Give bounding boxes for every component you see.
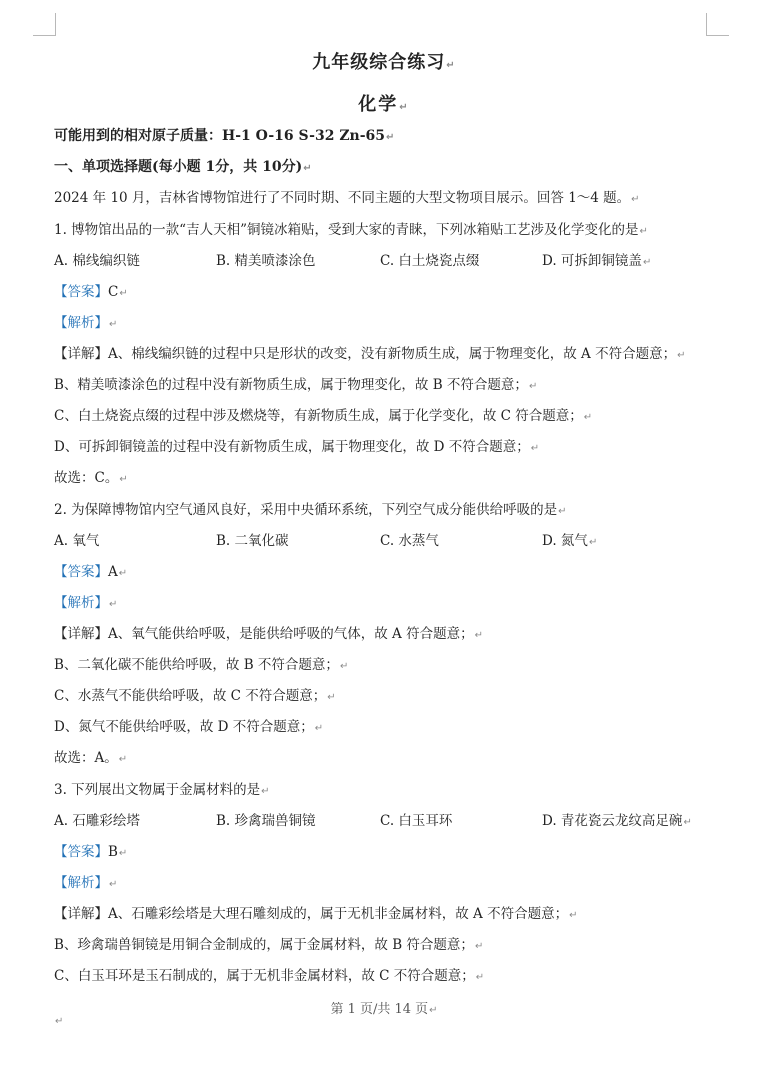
option-b: B. 珍禽瑞兽铜镜 <box>216 813 316 829</box>
option-c: C. 水蒸气 <box>380 533 439 549</box>
detail-line: 【详解】A、氧气能供给呼吸，是能供给呼吸的气体，故 A 符合题意；↵ <box>54 626 483 642</box>
option-d: D. 青花瓷云龙纹高足碗↵ <box>542 813 692 829</box>
detail-line: C、白玉耳环是玉石制成的，属于无机非金属材料，故 C 不符合题意；↵ <box>54 968 485 984</box>
analysis-line: 【解析】↵ <box>54 875 118 891</box>
question-2-options <box>54 531 714 553</box>
detail-line: 【详解】A、棉线编织链的过程中只是形状的改变，没有新物质生成，属于物理变化，故 A 不符合题意；↵ <box>54 346 686 362</box>
intro-text: 2024 年 10 月，吉林省博物馆进行了不同时期、不同主题的大型文物项目展示。回答 1～4 题。↵ <box>54 190 640 206</box>
option-c: C. 白玉耳环 <box>380 813 453 829</box>
paragraph-mark: ↵ <box>55 1016 64 1027</box>
analysis-line: 【解析】↵ <box>54 315 118 331</box>
detail-line: C、白土烧瓷点缀的过程中涉及燃烧等，有新物质生成，属于化学变化，故 C 符合题意；↵ <box>54 408 593 424</box>
option-b: B. 精美喷漆涂色 <box>216 253 316 269</box>
question-3-options <box>54 811 714 833</box>
detail-line: B、精美喷漆涂色的过程中没有新物质生成，属于物理变化，故 B 不符合题意；↵ <box>54 377 538 393</box>
option-a: A. 石雕彩绘塔 <box>54 813 140 829</box>
option-d: D. 氮气↵ <box>542 533 598 549</box>
detail-line: D、氮气不能供给呼吸，故 D 不符合题意；↵ <box>54 719 324 735</box>
option-a: A. 氧气 <box>54 533 100 549</box>
detail-line: B、珍禽瑞兽铜镜是用铜合金制成的，属于金属材料，故 B 符合题意；↵ <box>54 937 484 953</box>
subject-title: 化学↵ <box>358 94 410 115</box>
analysis-line: 【解析】↵ <box>54 595 118 611</box>
detail-line: 【详解】A、石雕彩绘塔是大理石雕刻成的，属于无机非金属材料，故 A 不符合题意；↵ <box>54 906 578 922</box>
page-title: 九年级综合练习↵ <box>312 52 456 73</box>
conclusion-line: 故选：C。↵ <box>54 470 128 486</box>
detail-line: C、水蒸气不能供给呼吸，故 C 不符合题意；↵ <box>54 688 336 704</box>
conclusion-line: 故选：A。↵ <box>54 750 128 766</box>
section-heading: 一、单项选择题(每小题 1分，共 10分)↵ <box>54 159 312 175</box>
option-a: A. 棉线编织链 <box>54 253 140 269</box>
question-1-options <box>54 251 714 273</box>
crop-mark-top-left <box>33 13 56 36</box>
crop-mark-top-right <box>706 13 729 36</box>
atomic-mass-line: 可能用到的相对原子质量：H-1 O-16 S-32 Zn-65↵ <box>54 128 395 144</box>
detail-line: B、二氧化碳不能供给呼吸，故 B 不符合题意；↵ <box>54 657 349 673</box>
option-c: C. 白土烧瓷点缀 <box>380 253 480 269</box>
detail-line: D、可拆卸铜镜盖的过程中没有新物质生成，属于物理变化，故 D 不符合题意；↵ <box>54 439 540 455</box>
page-footer: 第 1 页/共 14 页↵ <box>330 1002 438 1017</box>
question-1-stem: 1. 博物馆出品的一款“吉人天相”铜镜冰箱贴，受到大家的青睐，下列冰箱贴工艺涉及化学变化的是↵ <box>54 222 648 238</box>
option-b: B. 二氧化碳 <box>216 533 289 549</box>
answer-line: 【答案】C↵ <box>54 284 128 300</box>
question-2-stem: 2. 为保障博物馆内空气通风良好，采用中央循环系统，下列空气成分能供给呼吸的是↵ <box>54 502 567 518</box>
answer-line: 【答案】A↵ <box>54 564 128 580</box>
question-3-stem: 3. 下列展出文物属于金属材料的是↵ <box>54 782 270 798</box>
answer-line: 【答案】B↵ <box>54 844 128 860</box>
option-d: D. 可拆卸铜镜盖↵ <box>542 253 652 269</box>
